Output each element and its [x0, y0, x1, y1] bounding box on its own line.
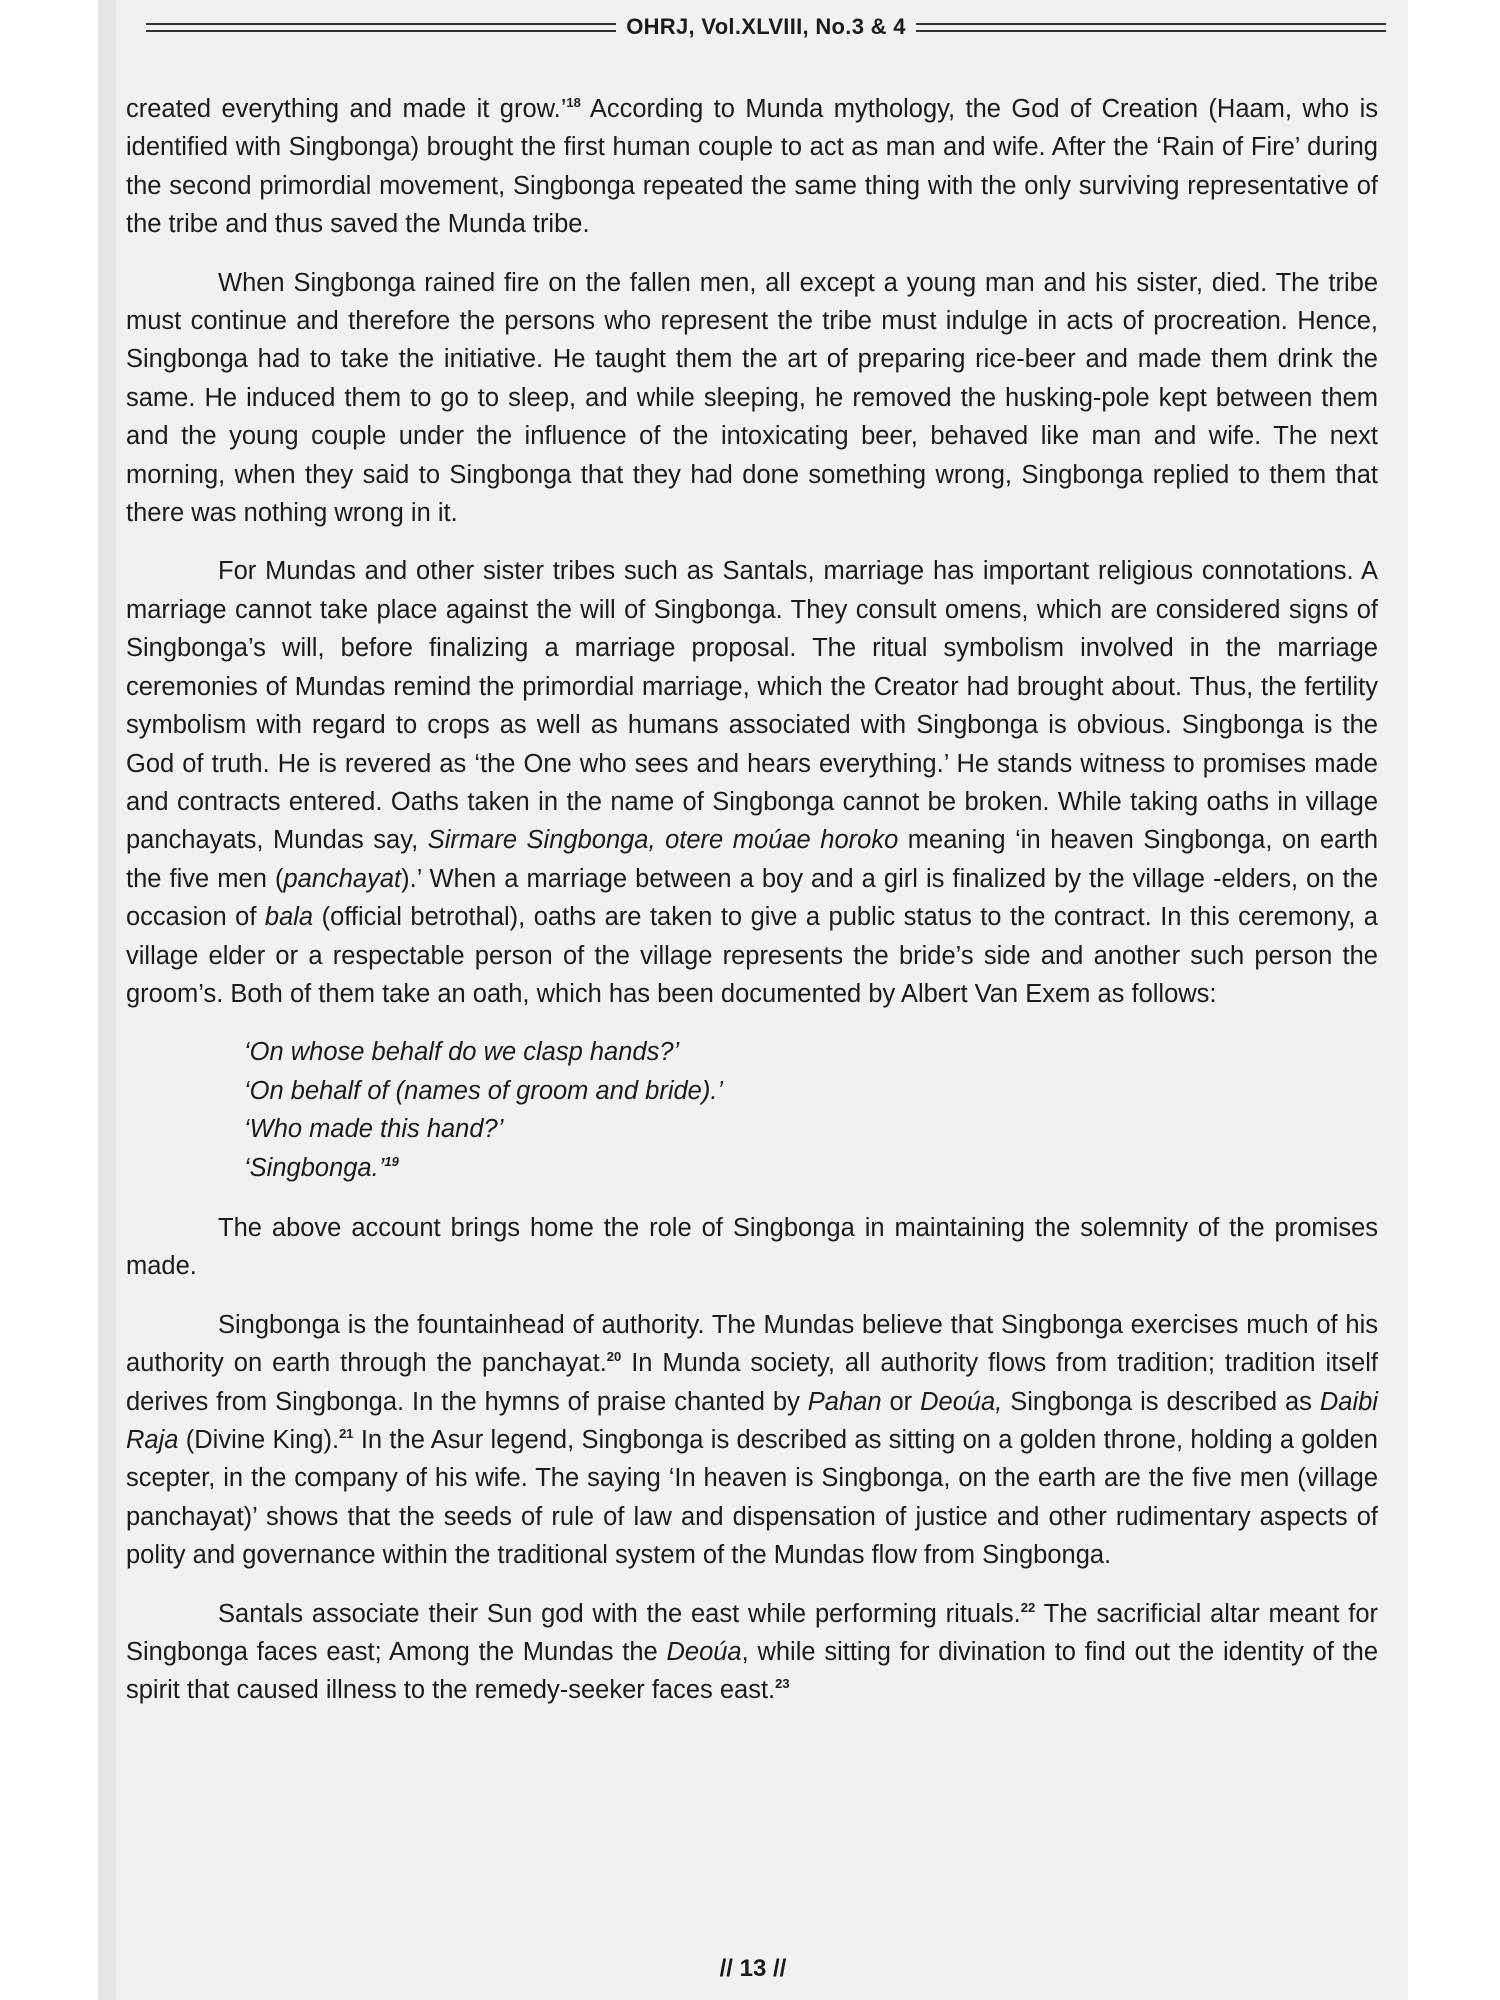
italic-phrase: panchayat [283, 864, 402, 893]
page-edge-shadow [98, 0, 116, 2000]
footnote-ref: 21 [339, 1426, 354, 1441]
italic-phrase: Daibi Raja [126, 1387, 1378, 1454]
paragraph-6 [126, 1595, 1378, 1710]
journal-title: OHRJ, Vol.XLVIII, No.3 & 4 [626, 14, 906, 39]
page-number: // 13 // [719, 1955, 787, 1982]
paragraph-1 [126, 90, 1378, 244]
text-run: , while sitting for divination to find out the identity of the spirit that caused illness to the remedy-seeker faces east. [126, 1638, 1379, 1705]
text-run: ‘Singbonga.’ [244, 1153, 385, 1182]
footnote-ref: 19 [384, 1153, 399, 1169]
text-run: In the Asur legend, Singbonga is described as sitting on a golden throne, holding a golden scepter, in the company of his wife. The saying ‘In heaven is Singbonga, on the earth are the five men (village panchayat)’ shows that the seeds of rule of law and dispensation of justice and other rudimentary aspects of polity and governance within the traditional system of the Mundas flow from Singbonga. [126, 1426, 1378, 1570]
text-run: ).’ When a marriage between a boy and a girl is finalized by the village -elders, on the occasion of [126, 864, 1379, 932]
oath-quote [244, 1033, 1378, 1187]
running-header [146, 12, 1386, 42]
quote-line-3: ‘Who made this hand?’ [244, 1115, 504, 1144]
text-run: or [881, 1387, 921, 1416]
paragraph-4: The above account brings home the role of Singbonga in maintaining the solemnity of the promises made. [126, 1213, 1378, 1281]
text-run: Santals associate their Sun god with the east while performing rituals. [218, 1599, 1021, 1628]
text-run: (official betrothal), oaths are taken to give a public status to the contract. In this ceremony, a village elder or a respectable person of the village represents the bride’s side and another such person the groom’s. Both of them take an oath, which has been documented by Albert Van Exem as follows: [126, 903, 1378, 1008]
italic-phrase: Deoúa, [920, 1387, 1003, 1416]
header-rule-left [146, 23, 616, 32]
text-run: For Mundas and other sister tribes such as Santals, marriage has important religious connotations. A marriage cannot take place against the will of Singbonga. They consult omens, which are considered signs of Singbonga’s will, before finalizing a marriage proposal. The ritual symbolism involved in the marriage ceremonies of Mundas remind the primordial marriage, which the Creator had brought about. Thus, the fertility symbolism with regard to crops as well as humans associated with Singbonga is obvious. Singbonga is the God of truth. He is revered as ‘the One who sees and hears everything.’ He stands witness to promises made and contracts entered. Oaths taken in the name of Singbonga cannot be broken. While taking oaths in village panchayats, Mundas say, [126, 557, 1378, 855]
paragraph-2: When Singbonga rained fire on the fallen men, all except a young man and his sister, died. The tribe must continue and therefore the persons who represent the tribe must indulge in acts of procreation. Hence, Singbonga had to take the initiative. He taught them the art of preparing rice-beer and made them drink the same. He induced them to go to sleep, and while sleeping, he removed the husking-pole kept between them and the young couple under the influence of the intoxicating beer, behaved like man and wife. The next morning, when they said to Singbonga that they had done something wrong, Singbonga replied to them that there was nothing wrong in it. [126, 268, 1378, 528]
footnote-ref: 20 [606, 1349, 622, 1365]
paragraph-3 [126, 552, 1378, 1013]
italic-phrase: Pahan [807, 1387, 882, 1416]
header-rule-right [916, 23, 1386, 32]
quote-line-1: ‘On whose behalf do we clasp hands?’ [244, 1038, 680, 1067]
text-run: Singbonga is described as [1002, 1387, 1320, 1416]
journal-page [98, 0, 1408, 2000]
quote-line-4 [244, 1149, 1378, 1187]
text-run: According to Munda mythology, the God of Creation (Haam, who is identified with Singbonga) brought the first human couple to act as man and wife. After the ‘Rain of Fire’ during the second primordial movement, Singbonga repeated the same thing with the only surviving representative of the tribe and thus saved the Munda tribe. [126, 95, 1378, 239]
italic-phrase: bala [264, 903, 314, 932]
text-run: (Divine King). [178, 1426, 340, 1454]
footnote-ref: 23 [775, 1676, 790, 1692]
text-run: In Munda society, all authority flows from tradition; tradition itself derives from Singbonga. In the hymns of praise chanted by [126, 1349, 1378, 1416]
footnote-ref: 18 [566, 95, 581, 110]
italic-phrase: Sirmare Singbonga, otere moúae horoko [427, 826, 899, 855]
text-run: The sacrificial altar meant for Singbonga faces east; Among the Mundas the [126, 1599, 1379, 1667]
italic-phrase: Deoúa [666, 1638, 742, 1667]
text-run: meaning ‘in heaven Singbonga, on earth the five men ( [126, 826, 1378, 893]
quote-line-2: ‘On behalf of (names of groom and bride).’ [244, 1076, 724, 1105]
footnote-ref: 22 [1020, 1599, 1036, 1615]
text-run: Singbonga is the fountainhead of authority. The Mundas believe that Singbonga exercises much of his authority on earth through the panchayat. [126, 1310, 1378, 1378]
text-run: created everything and made it grow.’ [126, 95, 567, 123]
paragraph-5 [126, 1306, 1378, 1575]
article-body [126, 90, 1378, 1730]
